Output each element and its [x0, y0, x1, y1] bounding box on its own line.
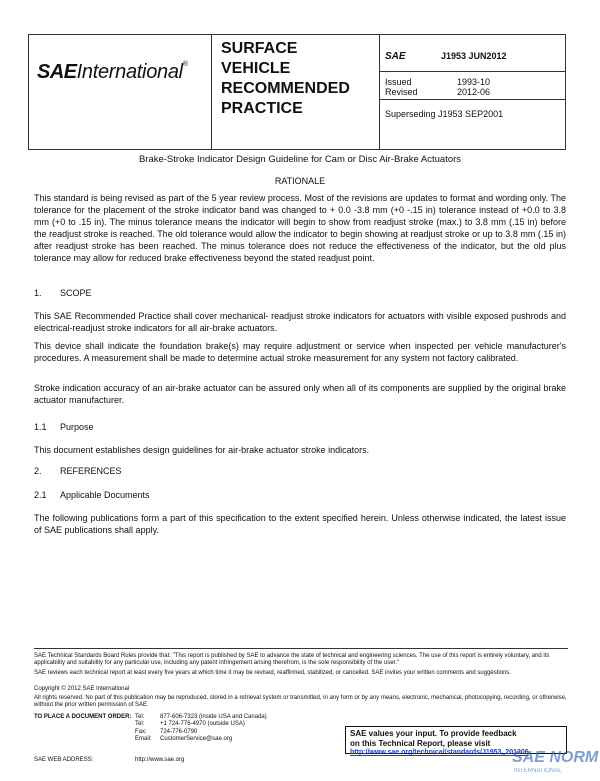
logo-sae: SAE [37, 61, 77, 83]
web-label: SAE WEB ADDRESS: [34, 757, 94, 763]
order-label: TO PLACE A DOCUMENT ORDER: [34, 714, 132, 720]
feedback-link[interactable]: http://www.sae.org/technical/standards/J1953_201206 [350, 749, 529, 756]
web-address-link[interactable]: http://www.sae.org [135, 757, 185, 763]
section-purpose-heading: 1.1 Purpose [34, 422, 94, 432]
watermark-text: SAE NORM [512, 749, 599, 766]
scope-paragraph-2: This device shall indicate the foundation brake(s) may require adjustment or service when inspected per vehicle manufacturer's procedures. A measurement shall be made to determine actual stroke measurement for any system not factory calibrated. [34, 341, 566, 363]
order-email[interactable]: CustomerService@sae.org [160, 736, 233, 742]
section-applicable-heading: 2.1 Applicable Documents [34, 490, 150, 500]
footer-divider [34, 648, 568, 649]
revised-value: 2012-06 [457, 87, 491, 97]
order-tel-intl: +1 724-776-4970 (outside USA) [160, 721, 245, 727]
footer-rules: SAE Technical Standards Board Rules provide that: "This report is published by SAE to advance the state of technical and engineering sciences. The use of this report is entirely voluntary, and its applicability and suitability for any particular use, including any patent infringement arising therefrom, is the sole responsibility of the user." [34, 653, 550, 666]
footer-review: SAE reviews each technical report at least every five years at which time it may be revised, reaffirmed, stabilized, or cancelled. SAE invites your written comments and suggestions. [34, 670, 512, 676]
purpose-text: This document establishes design guidelines for air-brake actuator stroke indicators. [34, 445, 370, 455]
watermark-logo-icon [510, 742, 600, 776]
issued-value: 1993-10 [457, 77, 491, 87]
issued-label: Issued [385, 77, 412, 87]
sae-international-logo: SAEInternational® [37, 61, 188, 83]
feedback-box: SAE values your input. To provide feedback on this Technical Report, please visit http://www.sae.org/technical/standards/J1953_201206 [345, 726, 567, 754]
rationale-text: This standard is being revised as part of the 5 year review process. Most of the revisions are updates to format and wording only. The tolerance for the placement of the stroke indicator band was changed to + 0.0 -3.8 mm (+0 -.15 in) tolerance instead of +0.0 to 3.8 mm (+0 to .15 in). The minus tolerance means the indicator will begin to show from readjust stroke (max.) to 3.8 mm (.15 in) before the readjust stroke is reached. The old tolerance would allow the indicator to begin showing at readjust stroke or up to 3.8 mm (.15 in) after readjust stroke has been reached. The minus tolerance does not reduce the effectiveness of the indicator, but the old plus tolerance may allow for reduced brake effectiveness beyond the stated readjust point. [34, 193, 566, 263]
logo-international: International [76, 61, 183, 83]
watermark-sub: INTERNATIONAL [514, 768, 562, 774]
revised-label: Revised [385, 87, 418, 97]
section-scope-heading: 1. SCOPE [34, 288, 92, 298]
footer-rights: All rights reserved. No part of this publication may be reproduced, stored in a retrieval system or transmitted, in any form or by any means, electronic, mechanical, photocopying, recording, or otherwise, without the prior written permission of SAE. [34, 695, 567, 708]
order-fax: 724-776-0790 [160, 729, 198, 735]
order-tel: 877-606-7323 (inside USA and Canada) [160, 714, 267, 720]
sae-norm-watermark [510, 742, 600, 776]
section-references-heading: 2. REFERENCES [34, 466, 122, 476]
superseding: Superseding J1953 SEP2001 [385, 109, 504, 119]
sae-small-logo: SAE [385, 51, 406, 62]
footer-copyright: Copyright © 2012 SAE International [34, 686, 130, 692]
document-type: SURFACE VEHICLE RECOMMENDED PRACTICE [221, 40, 350, 117]
document-title: Brake-Stroke Indicator Design Guideline for Cam or Disc Air-Brake Actuators [138, 154, 462, 165]
header-box [28, 34, 566, 150]
applicable-text: The following publications form a part of this specification to the extent specified herein. Unless otherwise indicated, the latest issue of SAE publications shall apply. [34, 513, 566, 535]
standard-number: J1953 JUN2012 [441, 51, 507, 61]
rationale-heading: RATIONALE [274, 176, 326, 186]
scope-paragraph-3: Stroke indication accuracy of an air-brake actuator can be assured only when all of its components are supplied by the original brake actuator manufacturer. [34, 383, 566, 405]
scope-paragraph-1: This SAE Recommended Practice shall cover mechanical- readjust stroke indicators for actuators with visible exposed pushrods and electrical-readjust stroke indicators for all air-brake actuators. [34, 311, 566, 333]
